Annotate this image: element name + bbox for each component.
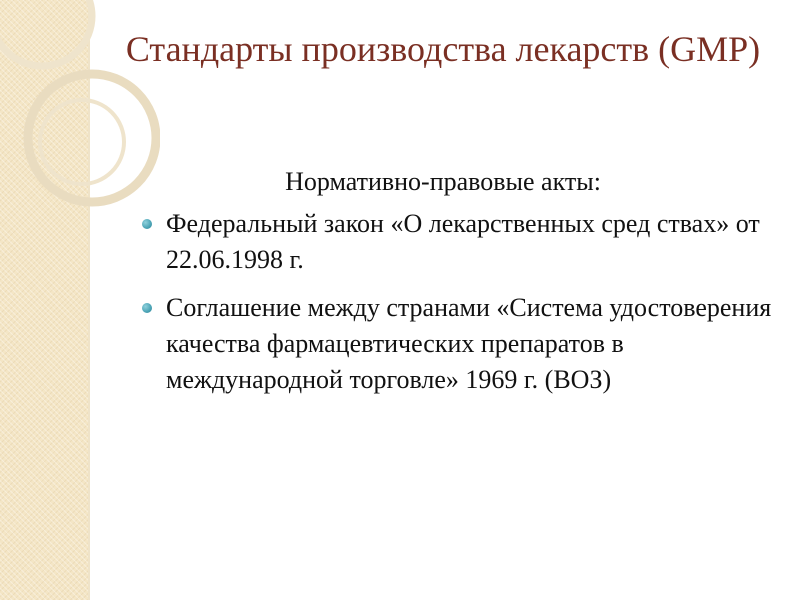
bullet-dot-icon (142, 219, 152, 229)
bullet-dot-icon (142, 303, 152, 313)
decorative-ring-top (0, 0, 92, 66)
bullet-text: Федеральный закон «О лекарственных сред ствах» от 22.06.1998 г. (166, 209, 760, 274)
bullet-text: Соглашение между странами «Система удостоверения качества фармацевтических препаратов в международной торговле» 1969 г. (ВОЗ) (166, 293, 772, 394)
bullet-list (138, 206, 778, 410)
bullet-item (138, 206, 778, 278)
slide-title: Стандарты производства лекарств (GMP) (125, 29, 761, 69)
subheading: Нормативно-правовые акты: (285, 167, 601, 196)
bullet-item (138, 290, 778, 398)
